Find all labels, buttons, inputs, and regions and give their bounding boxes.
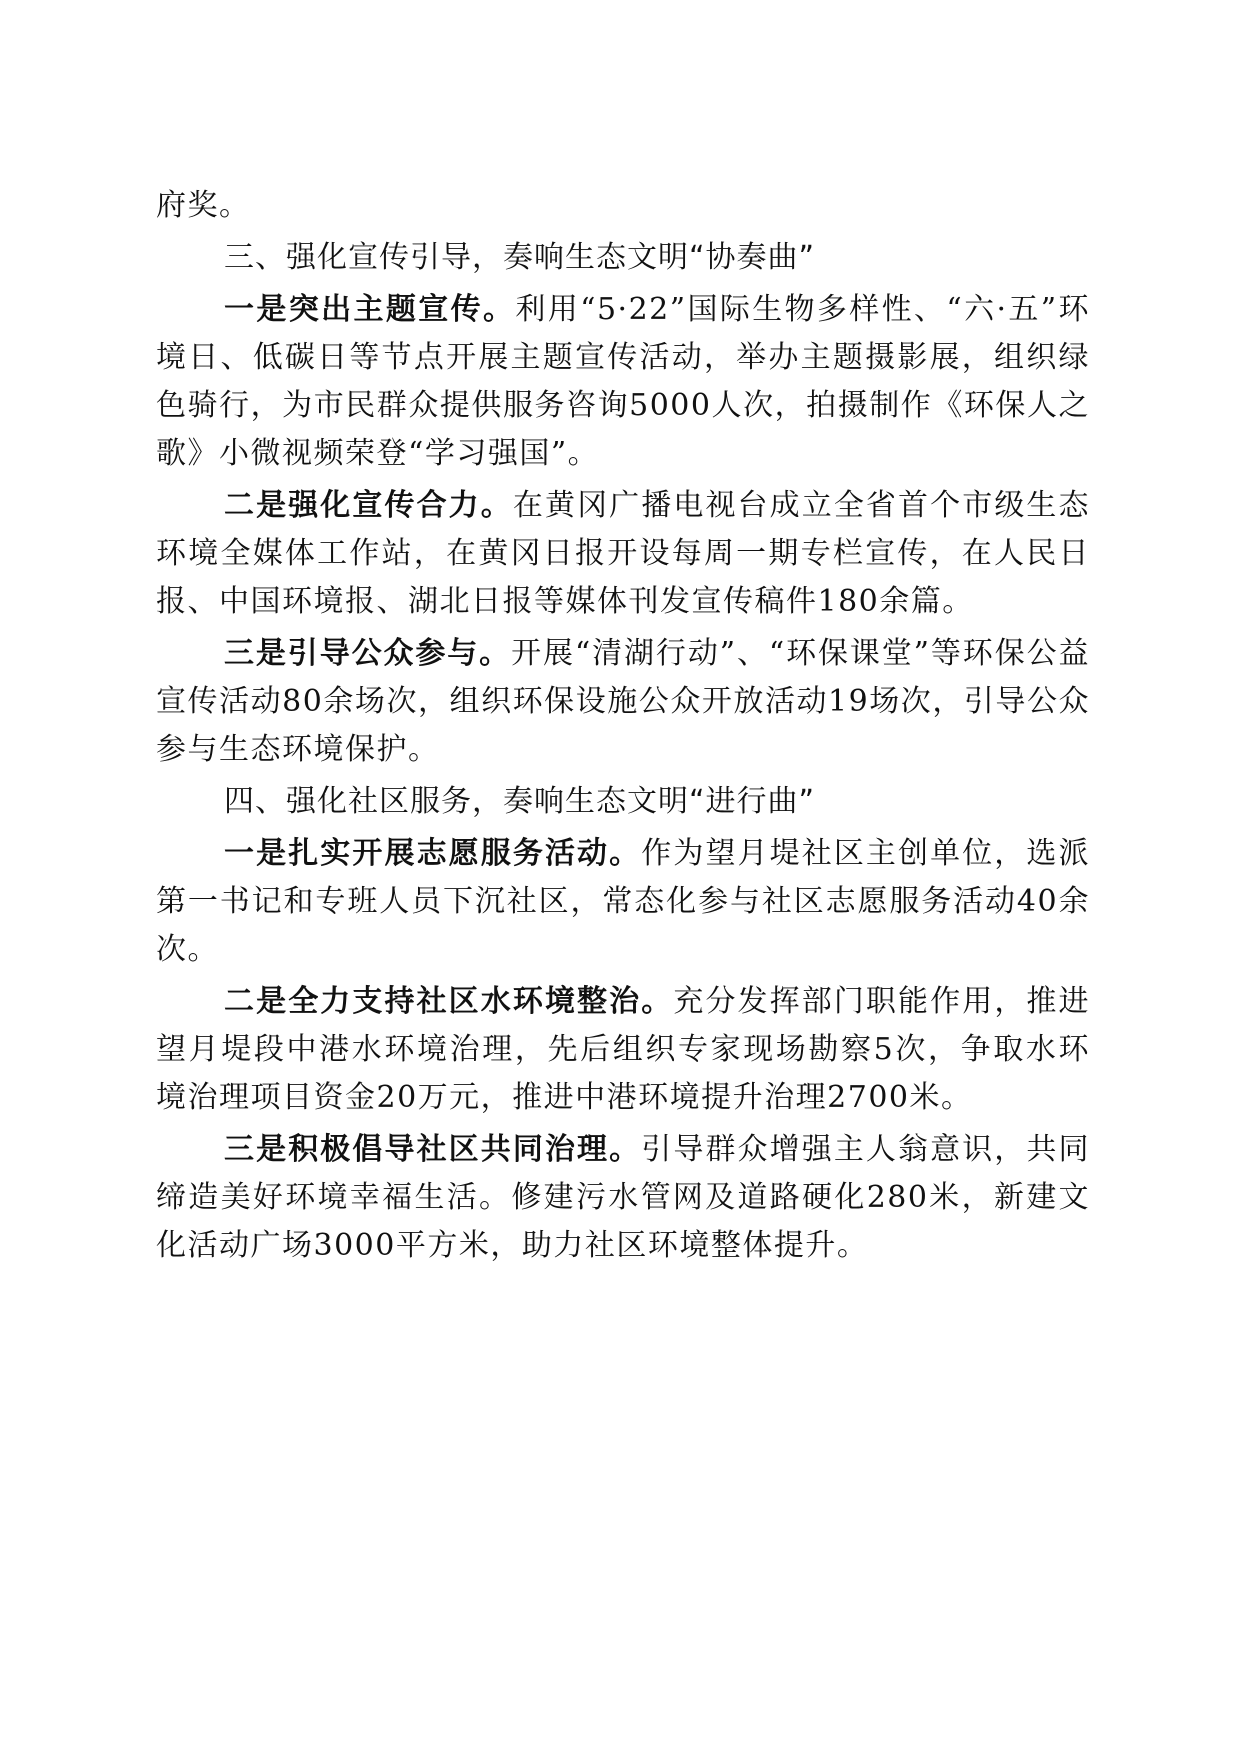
paragraph-4-1	[156, 830, 1090, 974]
paragraph-text: 利用“5·22”国际生物多样性、“六·五”环境日、低碳日等节点开展主题宣传活动，举办主题摄影展，组织绿色骑行，为市民群众提供服务咨询5000人次，拍摄制作《环保人之歌》小微视频荣登“学习强国”。	[156, 292, 1090, 471]
paragraph-3-1	[156, 286, 1090, 478]
paragraph-3-3	[156, 630, 1090, 774]
section-heading-4: 四、强化社区服务，奏响生态文明“进行曲”	[224, 784, 816, 819]
document-body	[156, 182, 1090, 1274]
paragraph-4-2	[156, 978, 1090, 1122]
paragraph-lead: 二是全力支持社区水环境整治。	[224, 984, 674, 1019]
paragraph-text: 作为望月堤社区主创单位，选派第一书记和专班人员下沉社区，常态化参与社区志愿服务活动40余次。	[156, 836, 1090, 967]
paragraph-text: 引导群众增强主人翁意识，共同缔造美好环境幸福生活。修建污水管网及道路硬化280米，新建文化活动广场3000平方米，助力社区环境整体提升。	[156, 1132, 1090, 1263]
paragraph-lead: 一是突出主题宣传。	[224, 292, 516, 327]
carryover-text: 府奖。	[156, 188, 251, 223]
paragraph-4-3	[156, 1126, 1090, 1270]
section-heading-3: 三、强化宣传引导，奏响生态文明“协奏曲”	[224, 240, 816, 275]
paragraph-text: 开展“清湖行动”、“环保课堂”等环保公益宣传活动80余场次，组织环保设施公众开放活动19场次，引导公众参与生态环境保护。	[156, 636, 1091, 767]
paragraph-lead: 二是强化宣传合力。	[224, 488, 513, 523]
paragraph-lead: 一是扎实开展志愿服务活动。	[224, 836, 642, 871]
paragraph-lead: 三是积极倡导社区共同治理。	[224, 1132, 642, 1167]
paragraph-3-2	[156, 482, 1090, 626]
paragraph-text: 在黄冈广播电视台成立全省首个市级生态环境全媒体工作站，在黄冈日报开设每周一期专栏宣传，在人民日报、中国环境报、湖北日报等媒体刊发宣传稿件180余篇。	[156, 488, 1091, 619]
paragraph-text: 充分发挥部门职能作用，推进望月堤段中港水环境治理，先后组织专家现场勘察5次，争取水环境治理项目资金20万元，推进中港环境提升治理2700米。	[156, 984, 1091, 1115]
paragraph-lead: 三是引导公众参与。	[224, 636, 512, 671]
